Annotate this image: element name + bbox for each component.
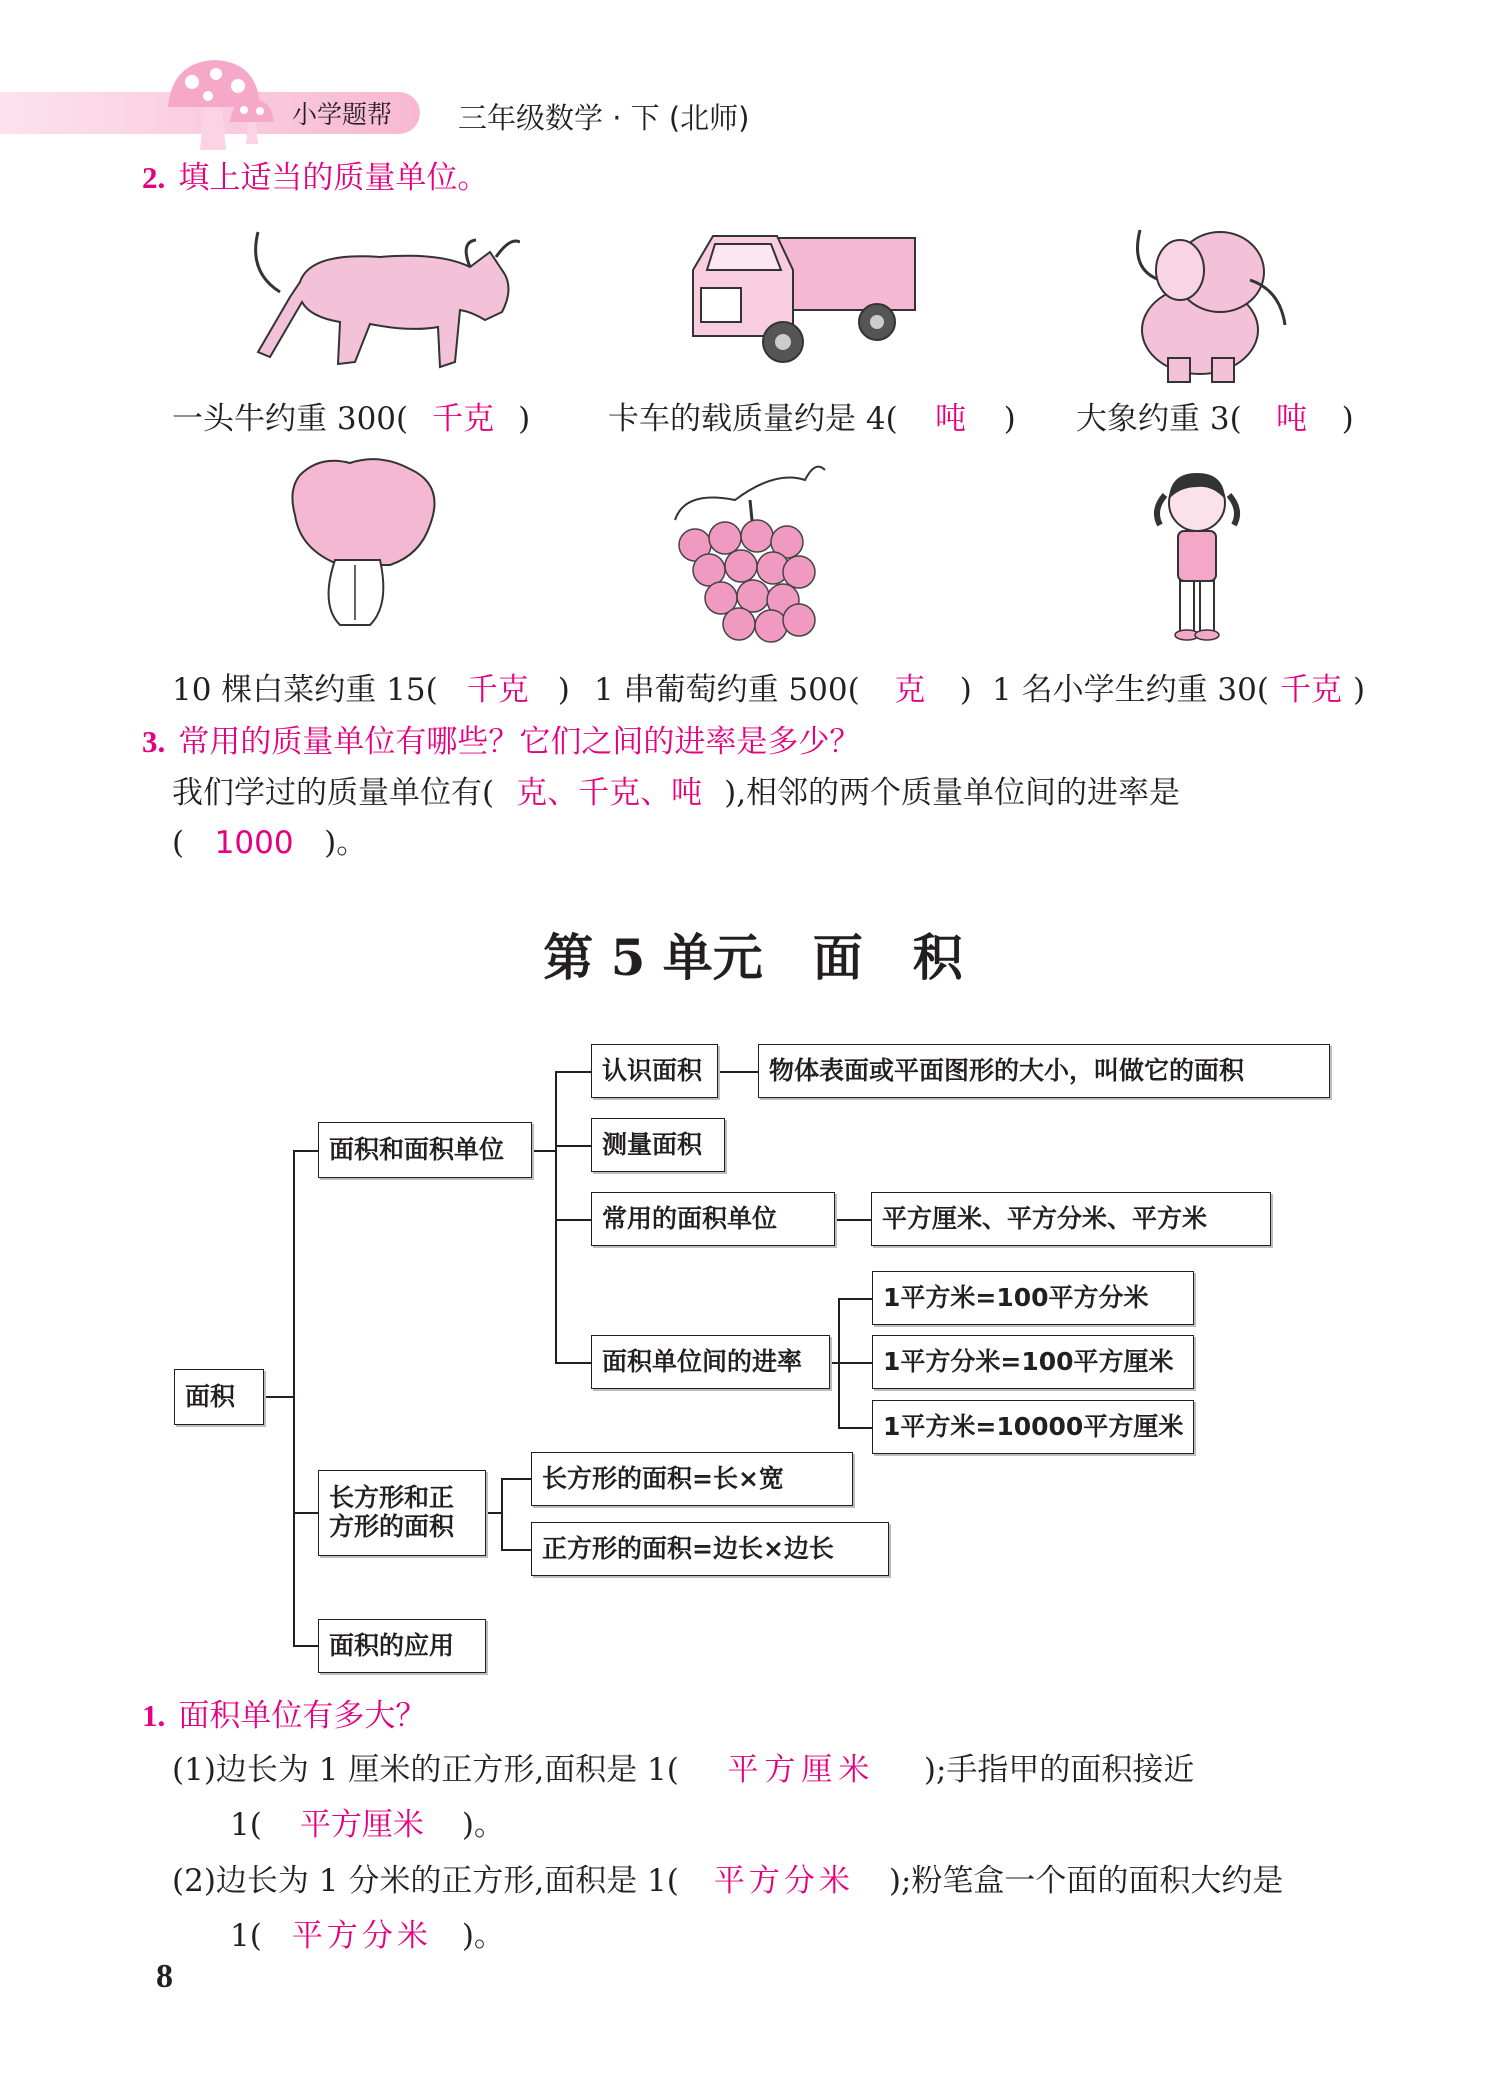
mindmap-node-conversion: 面积单位间的进率 bbox=[591, 1335, 830, 1389]
q2-item-4: 10 棵白菜约重 15( 千克 ) bbox=[172, 672, 570, 708]
q1-heading bbox=[142, 1700, 426, 1732]
q1-part2-line2: 1( 平方分米 )。 bbox=[230, 1918, 505, 1954]
connector bbox=[486, 1512, 502, 1514]
connector bbox=[835, 1219, 871, 1221]
q2-item-1: 一头牛约重 300( 千克 ) bbox=[172, 401, 531, 437]
answer-blank: 1000 bbox=[214, 825, 294, 861]
q3-line-2: ( 1000 )。 bbox=[172, 825, 368, 861]
mindmap-node-conversion-3: 1平方米=10000平方厘米 bbox=[872, 1400, 1194, 1454]
q1-part2-line1: (2)边长为 1 分米的正方形,面积是 1( 平方分米 );粉笔盒一个面的面积大约是 bbox=[172, 1863, 1284, 1899]
mindmap-branch-rect-square bbox=[318, 1470, 486, 1556]
answer-blank: 平方分米 bbox=[291, 1918, 432, 1954]
elephant-illustration bbox=[1120, 210, 1300, 385]
book-title: 三年级数学 · 下 (北师) bbox=[458, 101, 750, 135]
q3-heading bbox=[142, 726, 860, 758]
answer-blank: 千克 bbox=[466, 672, 529, 708]
girl-illustration bbox=[1150, 465, 1245, 650]
q3-number: 3. bbox=[142, 724, 166, 759]
q2-number: 2. bbox=[142, 160, 166, 195]
q3-prompt: 常用的质量单位有哪些？它们之间的进率是多少？ bbox=[178, 724, 861, 760]
connector bbox=[555, 1071, 557, 1363]
answer-blank: 千克 bbox=[1279, 672, 1342, 708]
q1-part1-line1: (1)边长为 1 厘米的正方形,面积是 1( 平方厘米 );手指甲的面积接近 bbox=[172, 1752, 1195, 1788]
mindmap-node-square-formula: 正方形的面积=边长×边长 bbox=[531, 1522, 889, 1576]
connector bbox=[838, 1362, 872, 1364]
q1-prompt: 面积单位有多大？ bbox=[178, 1698, 427, 1734]
connector bbox=[501, 1478, 531, 1480]
mindmap-node-conversion-1: 1平方米=100平方分米 bbox=[872, 1271, 1194, 1325]
answer-blank: 吨 bbox=[1276, 401, 1308, 437]
mindmap-node-rect-formula: 长方形的面积=长×宽 bbox=[531, 1452, 853, 1506]
mindmap-branch-application: 面积的应用 bbox=[318, 1619, 486, 1673]
mindmap-node-measure-area: 测量面积 bbox=[591, 1118, 725, 1172]
mindmap-node-common-units: 常用的面积单位 bbox=[591, 1192, 835, 1246]
connector bbox=[555, 1219, 591, 1221]
truck-illustration bbox=[685, 218, 920, 370]
connector bbox=[293, 1150, 319, 1152]
page-number: 8 bbox=[156, 1958, 173, 1995]
mindmap-node-units-list: 平方厘米、平方分米、平方米 bbox=[871, 1192, 1271, 1246]
answer-blank: 千克 bbox=[432, 401, 495, 437]
answer-blank: 平方厘米 bbox=[299, 1807, 424, 1843]
branch-line-2: 方形的面积 bbox=[329, 1512, 455, 1541]
connector bbox=[718, 1071, 758, 1073]
mindmap-node-area-definition: 物体表面或平面图形的大小，叫做它的面积 bbox=[758, 1044, 1330, 1098]
answer-blank: 平方厘米 bbox=[727, 1752, 876, 1788]
q2-heading bbox=[142, 162, 488, 194]
q2-item-5: 1 串葡萄约重 500( 克 ) bbox=[594, 672, 972, 708]
q2-item-2: 卡车的载质量约是 4( 吨 ) bbox=[608, 401, 1016, 437]
bull-illustration bbox=[240, 212, 520, 382]
connector bbox=[555, 1362, 591, 1364]
mindmap-node-conversion-2: 1平方分米=100平方厘米 bbox=[872, 1335, 1194, 1389]
q2-prompt: 填上适当的质量单位。 bbox=[178, 160, 489, 196]
mindmap-node-know-area: 认识面积 bbox=[591, 1044, 718, 1098]
mindmap-root: 面积 bbox=[174, 1369, 264, 1425]
cabbage-illustration bbox=[280, 455, 450, 635]
answer-blank: 克、千克、吨 bbox=[516, 775, 703, 811]
connector bbox=[555, 1145, 591, 1147]
connector bbox=[838, 1298, 872, 1300]
q2-item-3: 大象约重 3( 吨 ) bbox=[1076, 401, 1354, 437]
q1-part1-line2: 1( 平方厘米 )。 bbox=[230, 1807, 505, 1843]
mindmap-branch-area-units: 面积和面积单位 bbox=[318, 1122, 532, 1178]
connector bbox=[501, 1549, 531, 1551]
small-mushroom-icon bbox=[228, 96, 276, 146]
connector bbox=[532, 1150, 556, 1152]
answer-blank: 克 bbox=[894, 672, 926, 708]
connector bbox=[293, 1512, 319, 1514]
unit-title: 第 5 单元 面 积 bbox=[543, 928, 963, 987]
answer-blank: 吨 bbox=[935, 401, 967, 437]
grapes-illustration bbox=[665, 460, 835, 650]
q1-number: 1. bbox=[142, 1698, 166, 1733]
branch-line-1: 长方形和正 bbox=[329, 1483, 455, 1513]
connector bbox=[555, 1071, 591, 1073]
connector bbox=[501, 1478, 503, 1550]
answer-blank: 平方分米 bbox=[713, 1863, 854, 1899]
connector bbox=[838, 1427, 872, 1429]
q2-item-6: 1 名小学生约重 30( 千克 ) bbox=[992, 672, 1366, 708]
connector bbox=[264, 1396, 294, 1398]
header-tab-label: 小学题帮 bbox=[292, 100, 393, 129]
q3-line-1: 我们学过的质量单位有( 克、千克、吨 ),相邻的两个质量单位间的进率是 bbox=[172, 775, 1181, 811]
connector bbox=[293, 1645, 319, 1647]
connector bbox=[293, 1150, 295, 1646]
